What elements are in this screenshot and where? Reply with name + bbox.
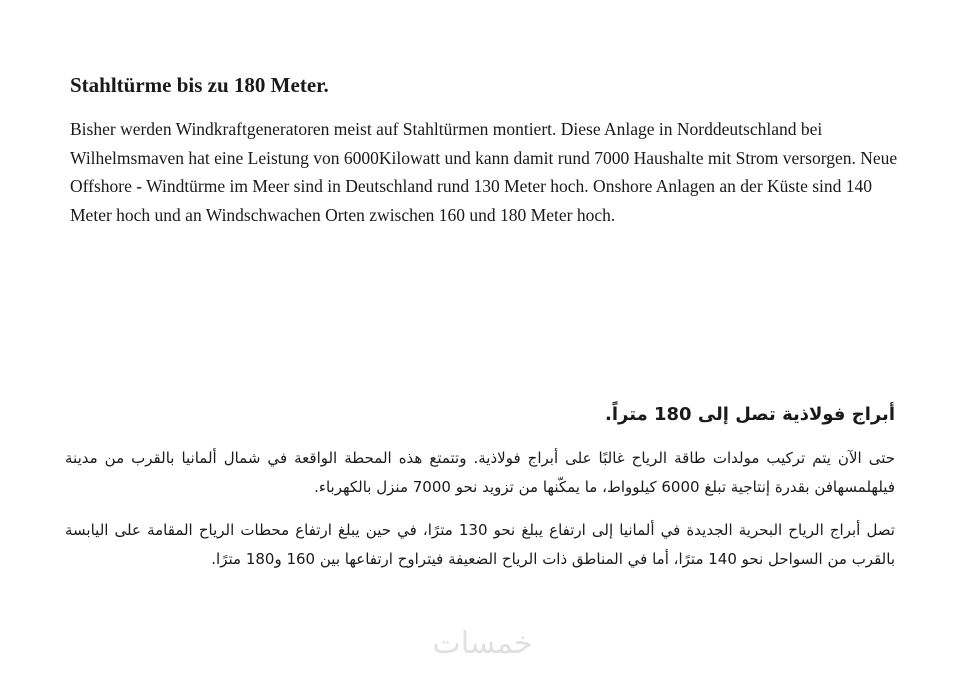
german-paragraph: Bisher werden Windkraftgeneratoren meist auf Stahltürmen montiert. Diese Anlage in Norddeutschland bei Wilhelmsmaven hat eine Leistung von 6000Kilowatt und kann damit rund 7000 Haushalte mit Strom versorgen. Neue Offshore - Windtürme im Meer sind in Deutschland rund 130 Meter hoch. Onshore Anlagen an der Küste sind 140 Meter hoch und an Windschwachen Orten zwischen 160 und 180 Meter hoch. [70, 119, 898, 225]
german-title: Stahltürme bis zu 180 Meter. [70, 73, 329, 97]
arabic-section [65, 400, 895, 588]
arabic-paragraph-1: حتى الآن يتم تركيب مولدات طاقة الرياح غالبًا على أبراج فولاذية. وتتمتع هذه المحطة الواقعة في شمال ألمانيا بالقرب من مدينة فيلهلمسهافن بقدرة إنتاجية تبلغ 6000 كيلوواط، ما يمكّنها من تزويد نحو 7000 منزل بالكهرباء. [65, 449, 895, 496]
arabic-paragraph-2: تصل أبراج الرياح البحرية الجديدة في ألمانيا إلى ارتفاع يبلغ نحو 130 مترًا، في حين يبلغ ارتفاع محطات الرياح المقامة على اليابسة بالقرب من السواحل نحو 140 مترًا، أما في المناطق ذات الرياح الضعيفة فيتراوح ارتفاعها بين 160 و180 مترًا. [65, 521, 895, 568]
german-section [70, 70, 910, 229]
watermark-logo: خمسات [432, 626, 533, 661]
arabic-title: أبراج فولاذية تصل إلى 180 متراً. [605, 404, 895, 425]
